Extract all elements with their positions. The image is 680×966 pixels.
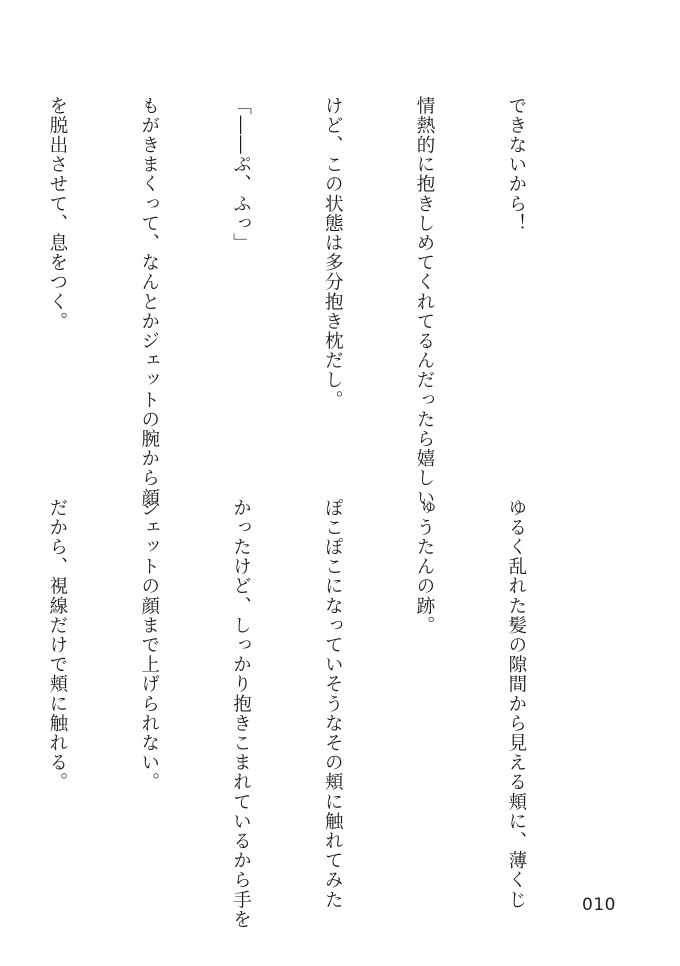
text-line: 「――ぷ、ふっ」	[230, 96, 252, 253]
text-line: ぽこぽこになっていそうなその頬に触れてみた	[322, 498, 344, 910]
text-line: 情熱的に抱きしめてくれてるんだったら嬉しい	[414, 96, 436, 508]
text-line: けど、この状態は多分抱き枕だし。	[322, 96, 344, 410]
text-line: を脱出させて、息をつく。	[46, 96, 68, 332]
text-line: かったけど、しっかり抱きこまれているから手を	[230, 498, 252, 930]
page-number: 010	[582, 895, 616, 915]
text-line: だから、視線だけで頬に触れる。	[46, 498, 68, 792]
text-line: ジェットの顔まで上げられない。	[138, 498, 160, 792]
text-block-lower	[0, 498, 592, 930]
text-line: ゆるく乱れた髪の隙間から見える頬に、薄くじ	[505, 498, 527, 910]
text-line: できないから！	[505, 96, 527, 234]
text-line: ゅうたんの跡。	[414, 498, 436, 636]
text-line: もがきまくって、なんとかジェットの腕から顔	[138, 96, 160, 508]
text-block-upper	[0, 96, 592, 508]
